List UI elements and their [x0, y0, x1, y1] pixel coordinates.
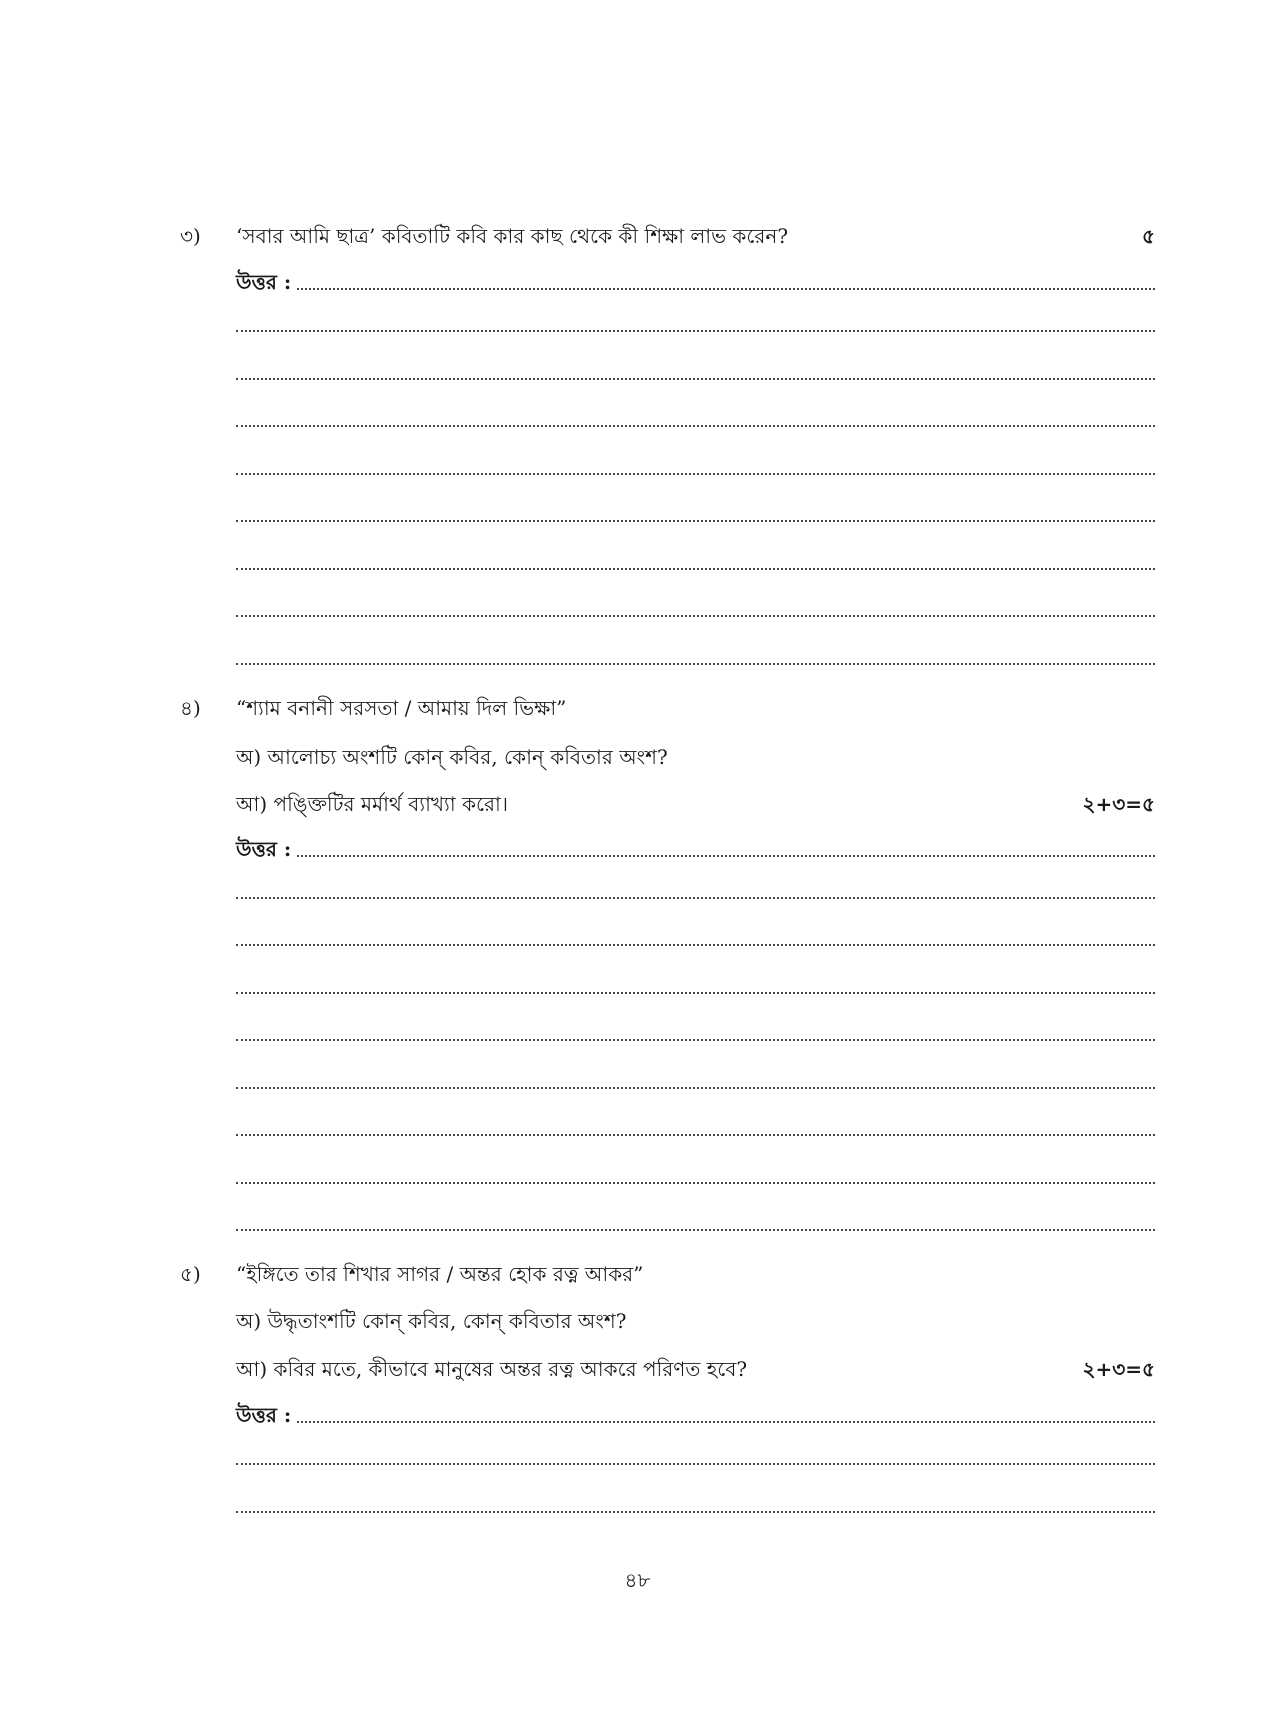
answer-dotted-line[interactable] — [236, 520, 1155, 522]
question-5-sub-a: অ) উদ্ধৃতাংশটি কোন্ কবির, কোন্ কবিতার অংশ? — [236, 1309, 627, 1333]
answer-label: উত্তর : — [236, 270, 292, 294]
question-5-quote: “ইঙ্গিতে তার শিখার সাগর / অন্তর হোক রত্ন আকর” — [236, 1262, 644, 1286]
answer-label: উত্তর : — [236, 837, 292, 861]
answer-label: উত্তর : — [236, 1403, 292, 1427]
answer-dotted-line[interactable] — [236, 378, 1155, 380]
question-3-number: ৩) — [180, 224, 201, 248]
answer-dotted-line — [297, 1421, 1155, 1423]
answer-dotted-line[interactable] — [236, 944, 1155, 946]
answer-dotted-line[interactable] — [236, 897, 1155, 899]
question-4-sub-a: অ) আলোচ্য অংশটি কোন্ কবির, কোন্ কবিতার অংশ? — [236, 745, 668, 769]
answer-dotted-line — [297, 855, 1155, 857]
question-4-answer-row[interactable] — [236, 835, 1155, 863]
question-5-sub-b: আ) কবির মতে, কীভাবে মানুষের অন্তর রত্ন আকরে পরিণত হবে? — [236, 1357, 748, 1381]
answer-dotted-line[interactable] — [236, 1511, 1155, 1513]
question-5-marks: ২+৩=৫ — [1082, 1357, 1155, 1381]
answer-dotted-line[interactable] — [236, 1229, 1155, 1231]
question-4-number: ৪) — [180, 696, 201, 720]
page-number: ৪৮ — [624, 1568, 651, 1592]
answer-dotted-line[interactable] — [236, 1463, 1155, 1465]
question-4-marks: ২+৩=৫ — [1082, 792, 1155, 816]
question-4-sub-b: আ) পঙ্ক্তিটির মর্মার্থ ব্যাখ্যা করো। — [236, 792, 508, 816]
answer-dotted-line[interactable] — [236, 330, 1155, 332]
answer-dotted-line[interactable] — [236, 425, 1155, 427]
answer-dotted-line[interactable] — [236, 1182, 1155, 1184]
answer-dotted-line[interactable] — [236, 663, 1155, 665]
answer-dotted-line[interactable] — [236, 992, 1155, 994]
answer-dotted-line[interactable] — [236, 1039, 1155, 1041]
question-4-quote: “শ্যাম বনানী সরসতা / আমায় দিল ভিক্ষা” — [236, 696, 567, 720]
question-3-prompt: ‘সবার আমি ছাত্র’ কবিতাটি কবি কার কাছ থেকে কী শিক্ষা লাভ করেন? — [236, 224, 789, 248]
answer-dotted-line — [297, 288, 1155, 290]
question-5-answer-row[interactable] — [236, 1401, 1155, 1429]
answer-dotted-line[interactable] — [236, 473, 1155, 475]
question-3-marks: ৫ — [1142, 224, 1155, 248]
question-3-answer-row[interactable] — [236, 268, 1155, 296]
answer-dotted-line[interactable] — [236, 568, 1155, 570]
answer-dotted-line[interactable] — [236, 615, 1155, 617]
answer-dotted-line[interactable] — [236, 1087, 1155, 1089]
answer-dotted-line[interactable] — [236, 1134, 1155, 1136]
question-5-number: ৫) — [180, 1262, 201, 1286]
